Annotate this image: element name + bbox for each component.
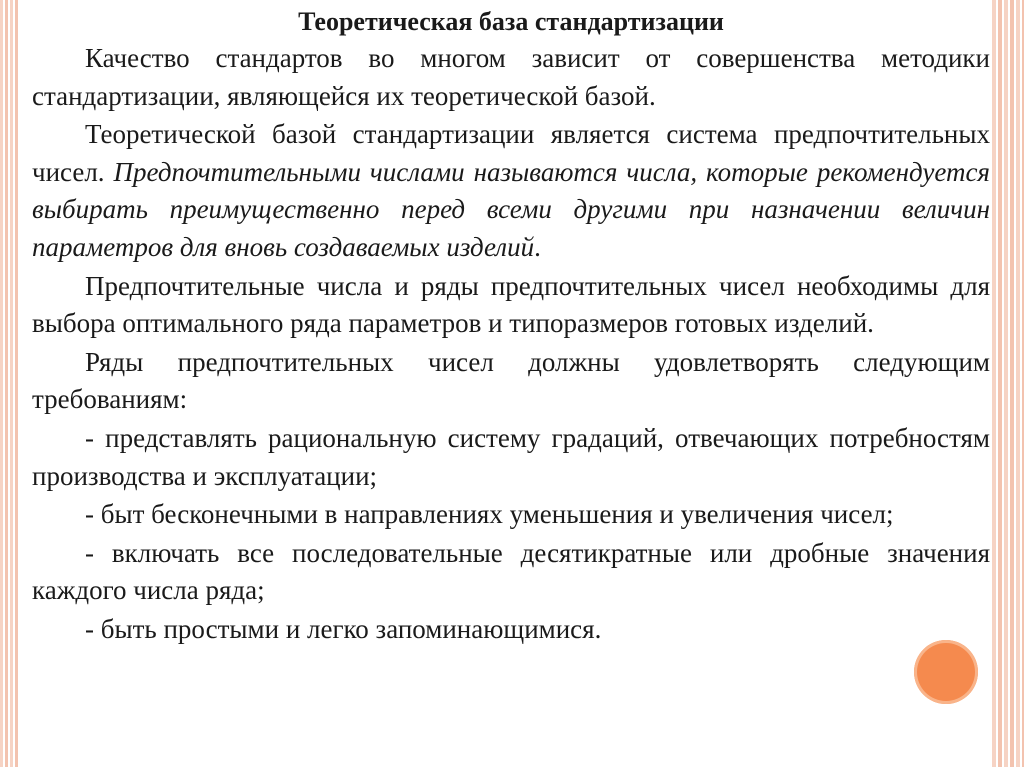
definition-italic-text: Предпочтительными числами называются числа, которые рекомендуется выбирать преимущественно перед всеми другими при назначении величин параметров для вновь создаваемых изделий (32, 156, 990, 262)
theory-end-period: . (534, 231, 541, 262)
requirement-item: - быт бесконечными в направлениях уменьшения и увеличения чисел; (85, 499, 894, 530)
left-decorative-border (0, 0, 18, 767)
theory-plain-text: Теоретической базой стандартизации является система предпочтительных чисел. (32, 119, 990, 187)
paragraph-theory (32, 116, 990, 266)
paragraph-requirements-intro: Ряды предпочтительных чисел должны удовлетворять следующим требованиям: (32, 346, 990, 415)
paragraph-preferred-numbers: Предпочтительные числа и ряды предпочтительных чисел необходимы для выбора оптимального ряда параметров и типоразмеров готовых изделий. (32, 270, 990, 339)
requirement-item: - представлять рациональную систему градаций, отвечающих потребностям производства и эксплуатации; (32, 422, 990, 491)
right-decorative-border (990, 0, 1024, 767)
slide-title: Теоретическая база стандартизации (298, 7, 724, 36)
requirement-item: - быть простыми и легко запоминающимися. (85, 613, 602, 644)
requirement-item: - включать все последовательные десятикратные или дробные значения каждого числа ряда; (32, 537, 990, 606)
orange-circle-decoration (914, 640, 978, 704)
slide-content (32, 3, 990, 649)
paragraph-quality: Качество стандартов во многом зависит от совершенства методики стандартизации, являющейся их теоретической базой. (32, 43, 990, 111)
